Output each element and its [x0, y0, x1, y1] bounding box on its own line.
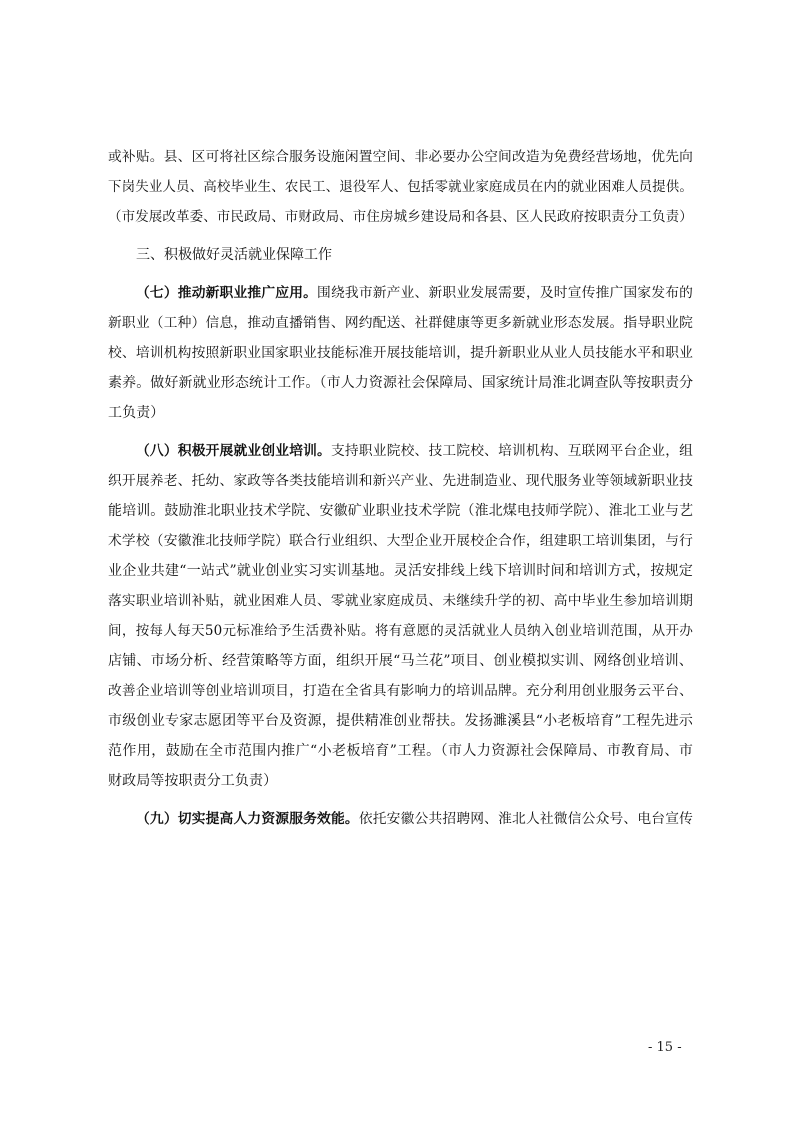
document-body [108, 142, 693, 834]
paragraph-line: 店铺、市场分析、经营策略等方面，组织开展“马兰花”项目、创业模拟实训、网络创业培训、 [108, 653, 693, 669]
paragraph-line: 落实职业培训补贴，就业困难人员、零就业家庭成员、未继续升学的初、高中毕业生参加培训期 [108, 593, 693, 609]
paragraph-first-line [108, 436, 693, 466]
paragraph-first-line [108, 804, 693, 834]
paragraph-line: 或补贴。县、区可将社区综合服务设施闲置空间、非必要办公空间改造为免费经营场地，优先向 [108, 149, 693, 165]
item-title: （七）推动新职业推广应用。 [136, 285, 318, 301]
paragraph-line: 市级创业专家志愿团等平台及资源，提供精准创业帮扶。发扬濉溪县“小老板培育”工程先进示 [108, 713, 693, 729]
paragraph-line: 校、培训机构按照新职业国家职业技能标准开展技能培训，提升新职业从业人员技能水平和职业 [108, 345, 693, 361]
item-title: （九）切实提高人力资源服务效能。 [136, 811, 359, 827]
item-text: 支持职业院校、技工院校、培训机构、互联网平台企业，组 [330, 443, 693, 459]
paragraph-line: 工负责） [108, 405, 165, 421]
item-title: （八）积极开展就业创业培训。 [136, 443, 331, 459]
item-text: 围绕我市新产业、新职业发展需要，及时宣传推广国家发布的 [317, 285, 693, 301]
paragraph-line: 间，按每人每天50元标准给予生活费补贴。将有意愿的灵活就业人员纳入创业培训范围，从开办 [108, 623, 693, 639]
paragraph-first-line [108, 278, 693, 308]
paragraph-line: 下岗失业人员、高校毕业生、农民工、退役军人、包括零就业家庭成员在内的就业困难人员提供。 [108, 179, 693, 195]
paragraph-line: 素养。做好新就业形态统计工作。（市人力资源社会保障局、国家统计局淮北调查队等按职责分 [108, 375, 694, 391]
paragraph-line: 业企业共建“一站式”就业创业实习实训基地。灵活安排线上线下培训时间和培训方式，按规定 [108, 563, 693, 579]
paragraph-line: 范作用，鼓励在全市范围内推广“小老板培育”工程。（市人力资源社会保障局、市教育局、市 [108, 743, 693, 759]
item-text: 依托安徽公共招聘网、淮北人社微信公众号、电台宣传 [358, 811, 693, 827]
page-number: - 15 - [648, 1040, 682, 1055]
paragraph-line: （市发展改革委、市民政局、市财政局、市住房城乡建设局和各县、区人民政府按职责分工负责） [108, 209, 693, 225]
section-heading: 三、积极做好灵活就业保障工作 [136, 247, 332, 263]
paragraph-line: 能培训。鼓励淮北职业技术学院、安徽矿业职业技术学院（淮北煤电技师学院）、淮北工业与艺 [108, 503, 694, 519]
paragraph-line: 术学校（安徽淮北技师学院）联合行业组织、大型企业开展校企合作，组建职工培训集团，与行 [108, 533, 693, 549]
paragraph-line: 财政局等按职责分工负责） [108, 773, 278, 789]
paragraph-item-7 [108, 278, 693, 428]
paragraph-line: 新职业（工种）信息，推动直播销售、网约配送、社群健康等更多新就业形态发展。指导职业院 [108, 315, 693, 331]
paragraph-line: 改善企业培训等创业培训项目，打造在全省具有影响力的培训品牌。充分利用创业服务云平台、 [108, 683, 693, 699]
paragraph-intro [108, 142, 693, 232]
paragraph-item-8 [108, 436, 693, 796]
paragraph-item-9 [108, 804, 693, 834]
paragraph-line: 织开展养老、托幼、家政等各类技能培训和新兴产业、先进制造业、现代服务业等领域新职业技 [108, 473, 693, 489]
